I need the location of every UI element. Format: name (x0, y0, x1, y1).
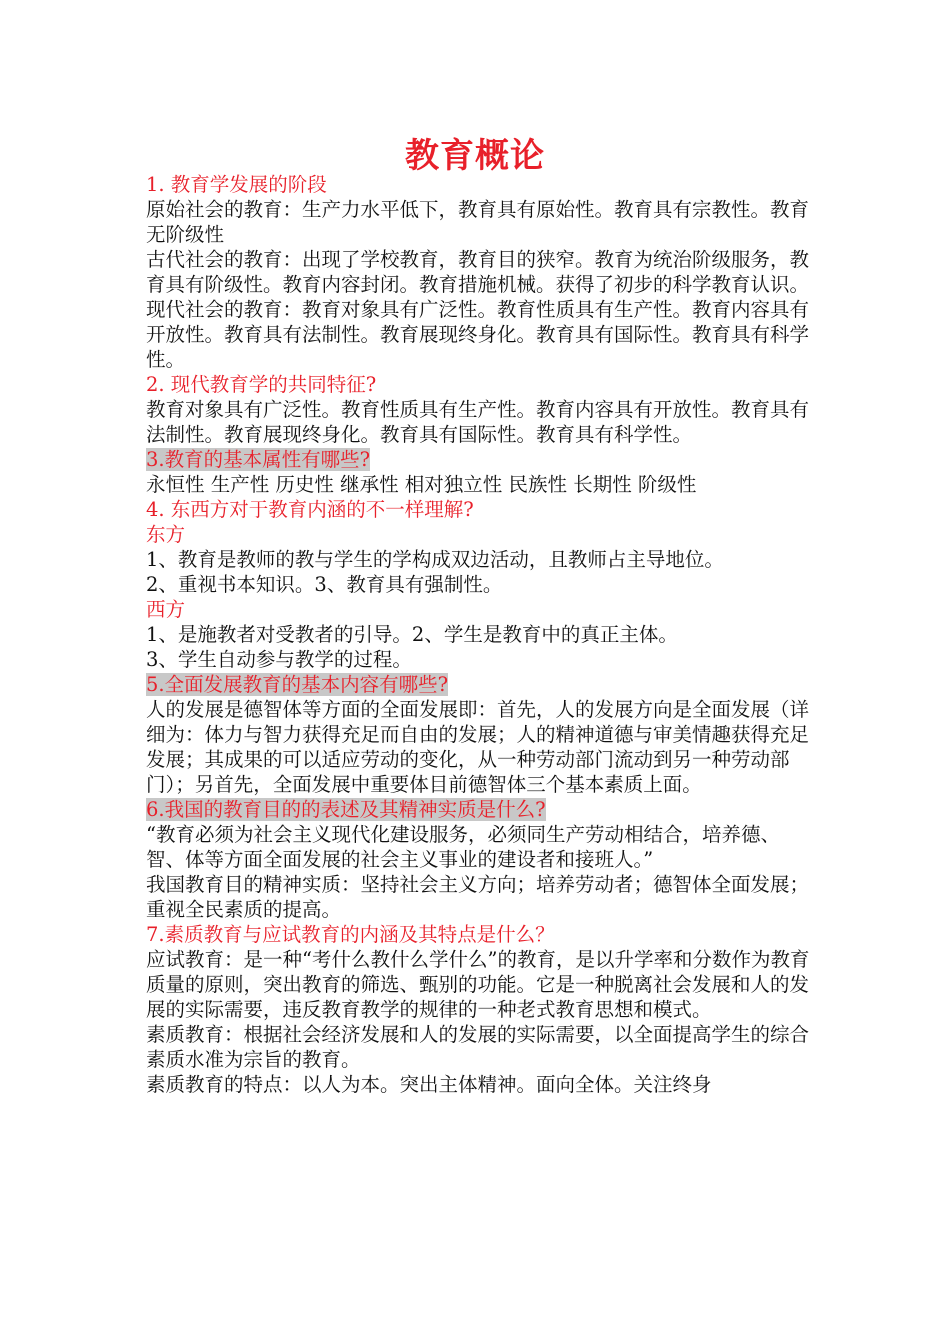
section-heading-7: 7.素质教育与应试教育的内涵及其特点是什么？ (146, 923, 555, 946)
section-heading-4: 4. 东西方对于教育内涵的不一样理解? (146, 498, 474, 521)
section-heading-5: 5.全面发展教育的基本内容有哪些? (146, 673, 449, 696)
section-heading-6: 6.我国的教育目的的表述及其精神实质是什么? (146, 798, 546, 821)
paragraph: 1、是施教者对受教者的引导。2、学生是教育中的真正主体。 (146, 623, 678, 646)
paragraph: 我国教育目的精神实质：坚持社会主义方向；培养劳动者；德智体全面发展；重视全民素质的提高。 (146, 873, 810, 921)
paragraph: 应试教育：是一种“考什么教什么学什么”的教育，是以升学率和分数作为教育质量的原则，突出教育的筛选、甄别的功能。它是一种脱离社会发展和人的发展的实际需要，违反教育教学的规律的一种老式教育思想和模式。 (146, 948, 810, 1021)
paragraph: 素质教育：根据社会经济发展和人的发展的实际需要，以全面提高学生的综合素质水准为宗旨的教育。 (146, 1023, 810, 1071)
paragraph: 3、学生自动参与教学的过程。 (146, 648, 412, 671)
paragraph: 原始社会的教育：生产力水平低下，教育具有原始性。教育具有宗教性。教育无阶级性 (146, 198, 810, 246)
paragraph: 人的发展是德智体等方面的全面发展即：首先，人的发展方向是全面发展（详细为：体力与智力获得充足而自由的发展；人的精神道德与审美情趣获得充足发展；其成果的可以适应劳动的变化，从一种劳动部门流动到另一种劳动部门）；另首先，全面发展中重要体目前德智体三个基本素质上面。 (146, 698, 810, 796)
paragraph: 永恒性 生产性 历史性 继承性 相对独立性 民族性 长期性 阶级性 (146, 473, 697, 496)
page-title: 教育概论 (405, 136, 545, 176)
section-heading-1: 1. 教育学发展的阶段 (146, 173, 327, 196)
section-heading-2: 2. 现代教育学的共同特征? (146, 373, 377, 396)
paragraph: 1、教育是教师的教与学生的学构成双边活动，且教师占主导地位。 (146, 548, 724, 571)
paragraph: 古代社会的教育：出现了学校教育，教育目的狭窄。教育为统治阶级服务，教育具有阶级性。教育内容封闭。教育措施机械。获得了初步的科学教育认识。 (146, 248, 810, 296)
paragraph: “教育必须为社会主义现代化建设服务，必须同生产劳动相结合，培养德、智、体等方面全面发展的社会主义事业的建设者和接班人。” (146, 823, 780, 871)
paragraph: 2、重视书本知识。3、教育具有强制性。 (146, 573, 503, 596)
paragraph: 素质教育的特点：以人为本。突出主体精神。面向全体。关注终身 (146, 1073, 712, 1096)
subheading-west: 西方 (146, 598, 186, 621)
document-body (146, 172, 816, 1097)
subheading-east: 东方 (146, 523, 186, 546)
section-heading-3: 3.教育的基本属性有哪些? (146, 448, 371, 471)
paragraph: 教育对象具有广泛性。教育性质具有生产性。教育内容具有开放性。教育具有法制性。教育展现终身化。教育具有国际性。教育具有科学性。 (146, 398, 810, 446)
paragraph: 现代社会的教育：教育对象具有广泛性。教育性质具有生产性。教育内容具有开放性。教育具有法制性。教育展现终身化。教育具有国际性。教育具有科学性。 (146, 298, 810, 371)
